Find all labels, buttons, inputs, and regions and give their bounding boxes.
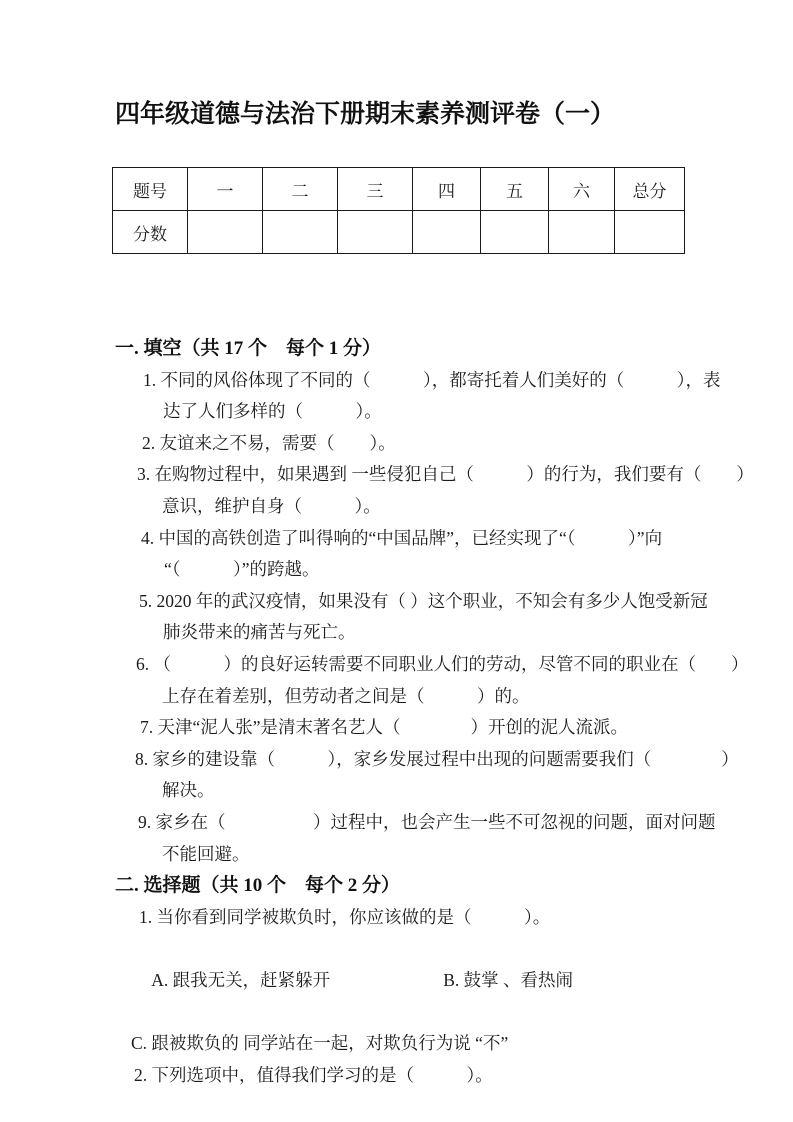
score-table	[112, 167, 685, 254]
fill-in-q9-line1: 9. 家乡在（ ）过程中，也会产生一些不可忽视的问题，面对问题	[138, 811, 716, 832]
fill-in-q4-line1: 4. 中国的高铁创造了叫得响的“中国品牌”，已经实现了“（ ）”向	[141, 527, 663, 548]
fill-in-q3-line2: 意识，维护自身（ ）。	[162, 495, 381, 516]
header-cell-4: 四	[413, 168, 481, 211]
fill-in-q5-line1: 5. 2020 年的武汉疫情，如果没有（ ）这个职业，不知会有多少人饱受新冠	[139, 590, 708, 611]
header-cell-total: 总分	[615, 168, 685, 211]
score-cell	[338, 211, 413, 254]
score-row-label: 分数	[113, 211, 188, 254]
section-choice-heading: 二. 选择题（共 10 个 每个 2 分）	[115, 875, 401, 897]
fill-in-q2-line1: 2. 友谊来之不易，需要（ ）。	[142, 432, 396, 453]
fill-in-q7-line1: 7. 天津“泥人张”是清末著名艺人（ ）开创的泥人流派。	[140, 717, 629, 738]
score-cell	[188, 211, 263, 254]
choice-q1-option-b: B. 鼓掌 、看热闹	[443, 969, 574, 990]
fill-in-q6-line2: 上存在着差别，但劳动者之间是（ ）的。	[162, 685, 530, 706]
header-cell-question-number: 题号	[113, 168, 188, 211]
header-cell-5: 五	[481, 168, 549, 211]
score-cell	[481, 211, 549, 254]
score-cell	[413, 211, 481, 254]
document-body	[0, 333, 793, 1091]
fill-in-q8-line2: 解决。	[162, 780, 215, 801]
header-cell-3: 三	[338, 168, 413, 211]
fill-in-q1-line2: 达了人们多样的（ ）。	[163, 401, 382, 422]
fill-in-q9-line2: 不能回避。	[162, 843, 250, 864]
score-table-header-row	[113, 168, 685, 211]
choice-q1: 1. 当你看到同学被欺负时，你应该做的是（ ）。	[139, 906, 551, 927]
fill-in-q3-line1: 3. 在购物过程中，如果遇到 一些侵犯自己（ ）的行为，我们要有（ ）	[137, 464, 754, 485]
score-cell	[549, 211, 615, 254]
section-fill-in-heading: 一. 填空（共 17 个 每个 1 分）	[115, 338, 382, 359]
choice-q1-option-c: C. 跟被欺负的 同学站在一起，对欺负行为说 “不”	[131, 1033, 509, 1054]
fill-in-q5-line2: 肺炎带来的痛苦与死亡。	[163, 622, 356, 643]
fill-in-q1-line1: 1. 不同的风俗体现了不同的（ ），都寄托着人们美好的（ ），表	[143, 369, 721, 390]
fill-in-q4-line2: “（ ）”的跨越。	[164, 559, 320, 580]
header-cell-1: 一	[188, 168, 263, 211]
header-cell-6: 六	[549, 168, 615, 211]
choice-q1-option-a: A. 跟我无关，赶紧躲开	[151, 969, 331, 990]
score-cell	[263, 211, 338, 254]
header-cell-2: 二	[263, 168, 338, 211]
score-table-score-row	[113, 211, 685, 254]
choice-q1-options-ab	[0, 933, 793, 1028]
fill-in-q8-line1: 8. 家乡的建设靠（ ），家乡发展过程中出现的问题需要我们（ ）	[135, 748, 739, 769]
page-title: 四年级道德与法治下册期末素养测评卷（一）	[115, 100, 616, 128]
fill-in-q6-line1: 6. （ ）的良好运转需要不同职业人们的劳动，尽管不同的职业在（ ）	[136, 653, 749, 674]
score-cell	[615, 211, 685, 254]
choice-q2: 2. 下列选项中，值得我们学习的是（ ）。	[134, 1064, 493, 1085]
